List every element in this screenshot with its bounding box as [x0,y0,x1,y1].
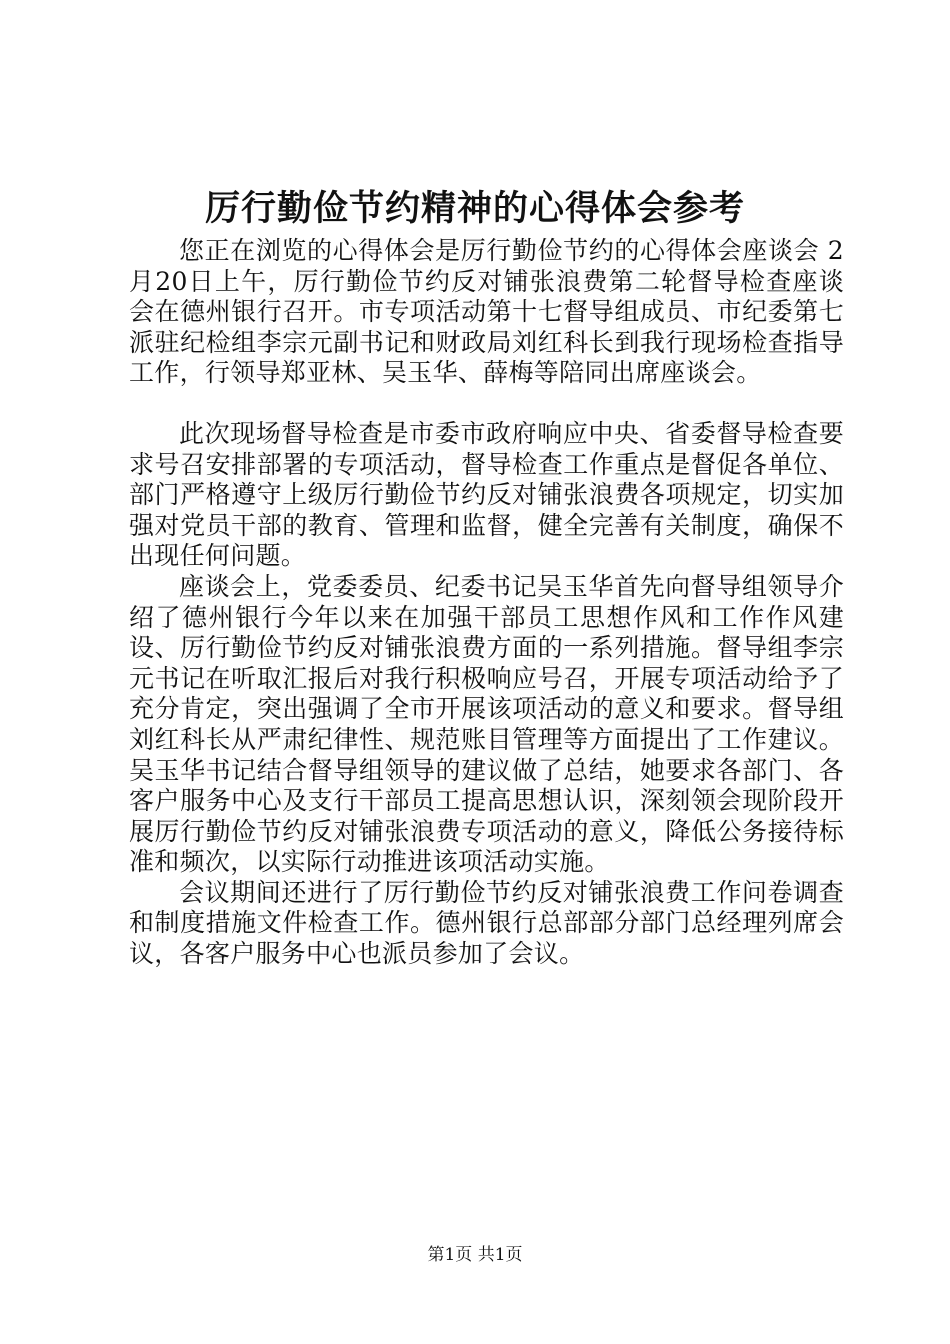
paragraph-2: 此次现场督导检查是市委市政府响应中央、省委督导检查要求号召安排部署的专项活动，督导检查工作重点是督促各单位、部门严格遵守上级厉行勤俭节约反对铺张浪费各项规定，切实加强对党员干部的教育、管理和监督，健全完善有关制度，确保不出现任何问题。 [129,418,844,571]
document-title: 厉行勤俭节约精神的心得体会参考 [204,188,745,229]
paragraph-4: 会议期间还进行了厉行勤俭节约反对铺张浪费工作问卷调查和制度措施文件检查工作。德州银行总部部分部门总经理列席会议，各客户服务中心也派员参加了会议。 [129,877,844,969]
page-footer: 第1页 共1页 [427,1245,523,1265]
document-body [129,236,844,970]
paragraph-3: 座谈会上，党委委员、纪委书记吴玉华首先向督导组领导介绍了德州银行今年以来在加强干部员工思想作风和工作作风建设、厉行勤俭节约反对铺张浪费方面的一系列措施。督导组李宗元书记在听取汇报后对我行积极响应号召，开展专项活动给予了充分肯定，突出强调了全市开展该项活动的意义和要求。督导组刘红科长从严肃纪律性、规范账目管理等方面提出了工作建议。吴玉华书记结合督导组领导的建议做了总结，她要求各部门、各客户服务中心及支行干部员工提高思想认识，深刻领会现阶段开展厉行勤俭节约反对铺张浪费专项活动的意义，降低公务接待标准和频次，以实际行动推进该项活动实施。 [129,571,844,877]
paragraph-1: 您正在浏览的心得体会是厉行勤俭节约的心得体会座谈会 2月20日上午，厉行勤俭节约反对铺张浪费第二轮督导检查座谈会在德州银行召开。市专项活动第十七督导组成员、市纪委第七派驻纪检组李宗元副书记和财政局刘红科长到我行现场检查指导工作，行领导郑亚林、吴玉华、薛梅等陪同出席座谈会。 [129,236,844,388]
